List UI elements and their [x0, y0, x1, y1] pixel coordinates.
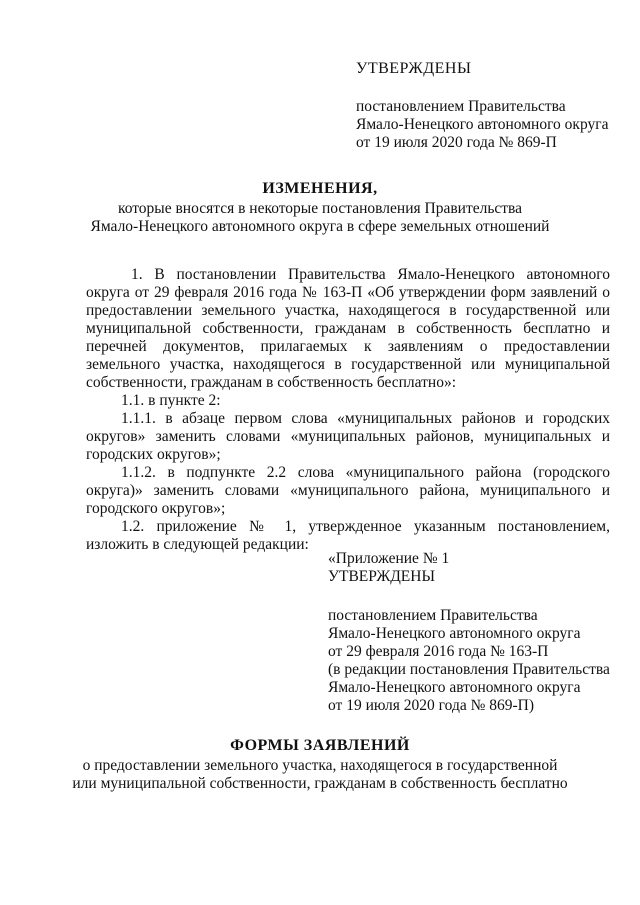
approval-line: Ямало-Ненецкого автономного округа	[356, 116, 609, 133]
approval-line: от 19 июля 2020 года № 869-П	[356, 134, 557, 151]
approval-block	[356, 60, 626, 152]
appendix-line: «Приложение № 1	[328, 550, 450, 567]
forms-title: ФОРМЫ ЗАЯВЛЕНИЙ	[230, 737, 410, 754]
appendix-line: постановлением Правительства	[328, 607, 538, 624]
approval-heading: УТВЕРЖДЕНЫ	[356, 60, 472, 77]
paragraph: 1.1.1. в абзаце первом слова «муниципальных районов и городских округов» заменить словами «муниципальных районов, муниципальных и городских округов»;	[86, 410, 610, 463]
changes-title-block	[60, 180, 580, 236]
changes-subtitle: которые вносятся в некоторые постановления Правительства	[117, 200, 523, 217]
appendix-line: (в редакции постановления Правительства	[328, 661, 610, 678]
appendix-approval-block	[328, 550, 618, 715]
forms-subtitle: или муниципальной собственности, гражданам в собственность бесплатно	[72, 775, 568, 792]
document-body	[86, 266, 610, 554]
forms-title-block	[60, 737, 580, 793]
changes-title: ИЗМЕНЕНИЯ,	[262, 180, 378, 197]
forms-subtitle: о предоставлении земельного участка, находящегося в государственной	[82, 757, 558, 774]
appendix-line: от 29 февраля 2016 года № 163-П	[328, 643, 549, 660]
appendix-line: УТВЕРЖДЕНЫ	[328, 568, 435, 585]
paragraph: 1.1.2. в подпункте 2.2 слова «муниципального района (городского округа)» заменить словами «муниципального района, муниципального и городского округов»;	[86, 464, 610, 517]
appendix-line: от 19 июля 2020 года № 869-П)	[328, 697, 535, 714]
appendix-line: Ямало-Ненецкого автономного округа	[328, 679, 581, 696]
appendix-line: Ямало-Ненецкого автономного округа	[328, 625, 581, 642]
paragraph: 1.1. в пункте 2:	[121, 392, 221, 409]
paragraph: 1.2. приложение № 1, утвержденное указанным постановлением, изложить в следующей редакции:	[86, 518, 610, 553]
approval-line: постановлением Правительства	[356, 98, 566, 115]
paragraph: 1. В постановлении Правительства Ямало-Ненецкого автономного округа от 29 февраля 2016 года № 163-П «Об утверждении форм заявлений о предоставлении земельного участка, находящегося в государственной или муниципальной собственности, гражданам в собственность бесплатно и перечней документов, прилагаемых к заявлениям о предоставлении земельного участка, находящегося в государственной или муниципальной собственности, гражданам в собственность бесплатно»:	[86, 266, 610, 391]
changes-subtitle: Ямало-Ненецкого автономного округа в сфере земельных отношений	[90, 218, 550, 235]
